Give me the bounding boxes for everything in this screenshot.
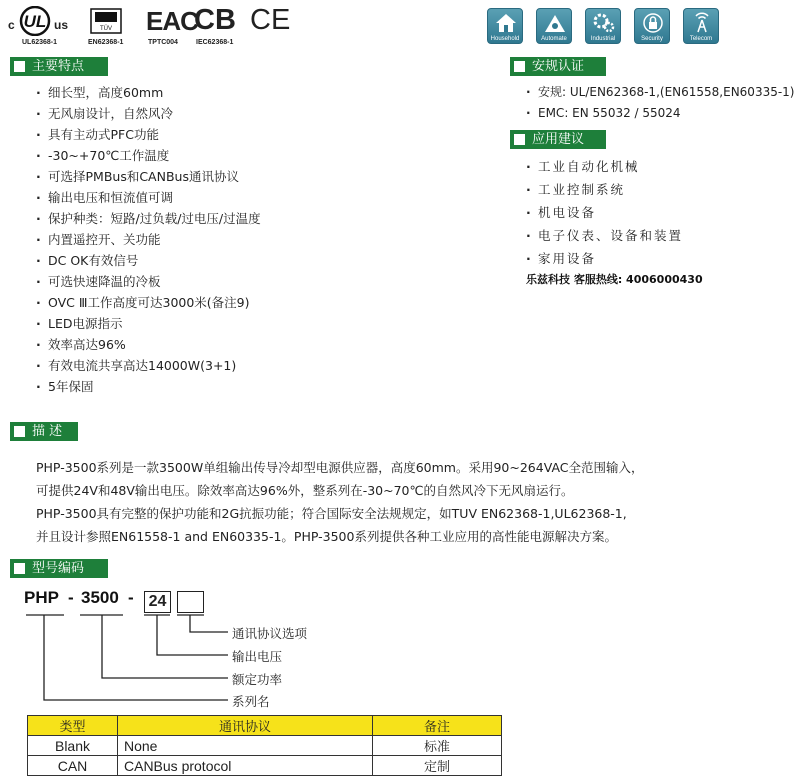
list-item: · 5年保固 — [36, 376, 261, 397]
ul-suffix: us — [54, 18, 69, 32]
header-protocol: 通讯协议 — [118, 716, 373, 736]
model-coding-header: 型号编码 — [10, 559, 108, 578]
svg-text:TÜV: TÜV — [100, 26, 112, 32]
list-item: · 机电设备 — [526, 201, 683, 224]
cell-note: 定制 — [373, 756, 502, 776]
svg-text:UL: UL — [23, 12, 47, 31]
antenna-icon — [690, 12, 714, 34]
application-icons — [487, 8, 797, 44]
list-item: · DC OK有效信号 — [36, 250, 261, 271]
description-line: 并且设计参照EN61558-1 and EN60335-1。PHP-3500系列提供各种工业应用的高性能电源解决方案。 — [36, 529, 617, 544]
cb-standard: IEC62368-1 — [196, 39, 234, 46]
legend-series: 系列名 — [232, 694, 270, 709]
automate-tile — [536, 8, 572, 44]
automate-label: Automate — [541, 36, 567, 42]
house-icon — [494, 12, 518, 34]
list-item: · 具有主动式PFC功能 — [36, 124, 261, 145]
header-type: 类型 — [28, 716, 118, 736]
cell-type: CAN — [28, 756, 118, 776]
model-dash: - — [68, 588, 74, 607]
cell-protocol: CANBus protocol — [118, 756, 373, 776]
household-label: Household — [490, 36, 520, 42]
list-item: · -30~+70℃工作温度 — [36, 145, 261, 166]
legend-voltage: 输出电压 — [232, 649, 283, 664]
model-series: PHP — [24, 588, 59, 607]
list-item: · 电子仪表、设备和装置 — [526, 224, 683, 247]
list-item: · EMC: EN 55032 / 55024 — [526, 103, 795, 124]
table-row — [28, 756, 502, 776]
security-label: Security — [641, 36, 663, 42]
list-item: · 安规: UL/EN62368-1,(EN61558,EN60335-1) — [526, 82, 795, 103]
list-item: · 工业控制系统 — [526, 178, 683, 201]
ce-mark: CE — [250, 4, 291, 36]
applications-list — [526, 155, 683, 270]
list-item: · 有效电流共享高达14000W(3+1) — [36, 355, 261, 376]
gear-icon — [592, 12, 616, 34]
features-list — [36, 82, 261, 397]
list-item: · 内置遥控开、关功能 — [36, 229, 261, 250]
ul-mark — [6, 6, 76, 42]
cell-note: 标准 — [373, 736, 502, 756]
model-dash: - — [128, 588, 134, 607]
eac-mark: EAC — [146, 6, 198, 36]
safety-list — [526, 82, 795, 124]
legend-protocol: 通讯协议选项 — [232, 626, 308, 641]
description-body — [36, 456, 776, 548]
certification-marks — [6, 6, 306, 52]
list-item: · 保护种类：短路/过负载/过电压/过温度 — [36, 208, 261, 229]
household-tile — [487, 8, 523, 44]
telecom-tile — [683, 8, 719, 44]
ul-logo-icon — [18, 6, 52, 36]
header-note: 备注 — [373, 716, 502, 736]
ul-prefix: c — [8, 18, 15, 32]
industrial-tile — [585, 8, 621, 44]
list-item: · 输出电压和恒流值可调 — [36, 187, 261, 208]
model-power: 3500 — [81, 588, 119, 607]
industrial-label: Industrial — [590, 36, 616, 42]
security-tile — [634, 8, 670, 44]
model-voltage-box: 24 — [144, 591, 171, 613]
list-item: · 可选快速降温的冷板 — [36, 271, 261, 292]
description-line: PHP-3500具有完整的保护功能和2G抗振功能；符合国际安全法规规定，如TUV EN62368-1,UL62368-1, — [36, 506, 627, 521]
description-line: PHP-3500系列是一款3500W单组输出传导冷却型电源供应器，高度60mm。采用90~264VAC全范围输入， — [36, 460, 644, 475]
lock-icon — [641, 12, 665, 34]
protocol-code-table — [27, 715, 502, 776]
telecom-label: Telecom — [689, 36, 713, 42]
list-item: · 家用设备 — [526, 247, 683, 270]
tuv-standard: EN62368-1 — [88, 39, 124, 46]
list-item: · 可选择PMBus和CANBus通讯协议 — [36, 166, 261, 187]
list-item: · 细长型，高度60mm — [36, 82, 261, 103]
table-header-row — [28, 716, 502, 736]
applications-header: 应用建议 — [510, 130, 606, 149]
service-hotline: 乐兹科技 客服热线: 4006000430 — [526, 273, 703, 286]
table-row — [28, 736, 502, 756]
list-item: · 效率高达96% — [36, 334, 261, 355]
cell-protocol: None — [118, 736, 373, 756]
features-header: 主要特点 — [10, 57, 108, 76]
model-coding-diagram — [24, 588, 444, 718]
safety-header: 安规认证 — [510, 57, 606, 76]
list-item: · LED电源指示 — [36, 313, 261, 334]
factory-icon — [543, 12, 567, 34]
list-item: · 无风扇设计，自然风冷 — [36, 103, 261, 124]
tuv-logo-icon — [90, 8, 122, 34]
legend-power: 额定功率 — [232, 672, 283, 687]
cell-type: Blank — [28, 736, 118, 756]
eac-standard: TPTC004 — [148, 39, 178, 46]
description-line: 可提供24V和48V输出电压。除效率高达96%外，整系列在-30~70℃的自然风冷下无风扇运行。 — [36, 483, 574, 498]
list-item: · OVC Ⅲ工作高度可达3000米(备注9) — [36, 292, 261, 313]
list-item: · 工业自动化机械 — [526, 155, 683, 178]
description-header: 描 述 — [10, 422, 78, 441]
ul-standard: UL62368-1 — [22, 39, 58, 46]
cb-mark: CB — [194, 4, 236, 36]
